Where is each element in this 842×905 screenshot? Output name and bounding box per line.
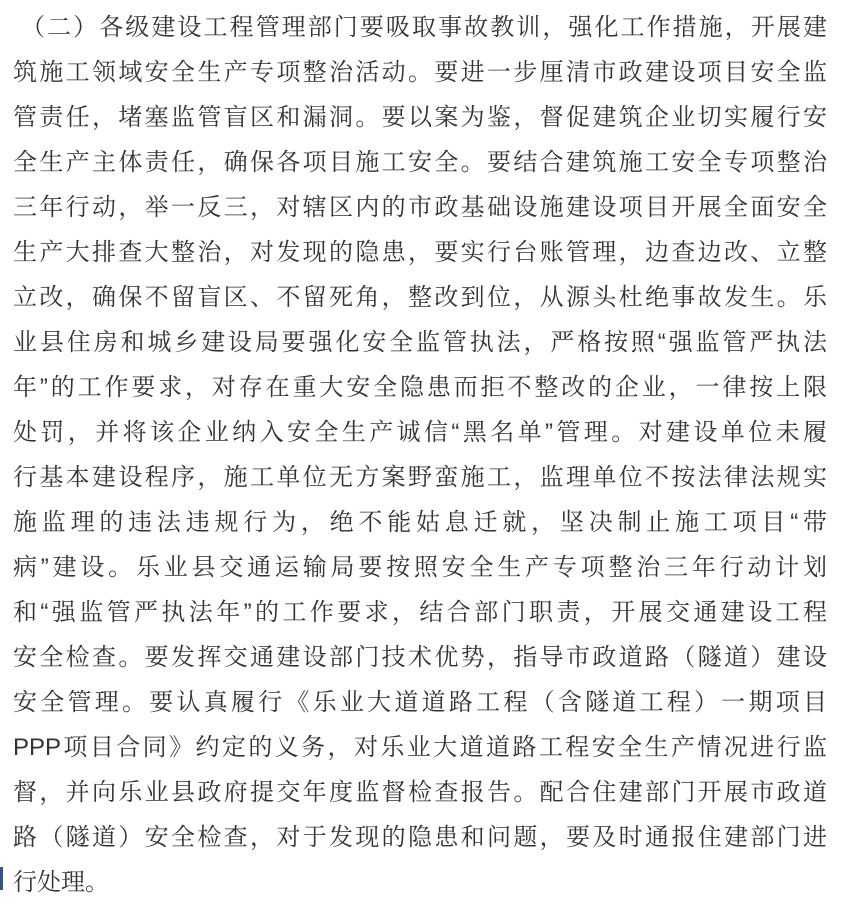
paragraph-line: PPP项目合同》约定的义务，对乐业大道道路工程安全生产情况进行监 [13,734,827,761]
paragraph-line: 督，并向乐业县政府提交年度监督检查报告。配合住建部门开展市政道 [13,779,827,806]
paragraph-line: （二）各级建设工程管理部门要吸取事故教训，强化工作措施，开展建 [21,14,827,41]
paragraph-line: 业县住房和城乡建设局要强化安全监管执法，严格按照“强监管严执法 [13,329,827,356]
paragraph-line: 行处理。 [13,869,109,896]
paragraph-line: 和“强监管严执法年”的工作要求，结合部门职责，开展交通建设工程 [13,599,827,626]
left-edge-artifact [0,867,3,890]
paragraph-line: 筑施工领域安全生产专项整治活动。要进一步厘清市政建设项目安全监 [13,59,827,86]
paragraph-line: 病”建设。乐业县交通运输局要按照安全生产专项整治三年行动计划 [13,554,827,581]
paragraph-line: 全生产主体责任，确保各项目施工安全。要结合建筑施工安全专项整治 [13,149,827,176]
paragraph-line: 处罚，并将该企业纳入安全生产诚信“黑名单”管理。对建设单位未履 [13,419,827,446]
paragraph-line: 管责任，堵塞监管盲区和漏洞。要以案为鉴，督促建筑企业切实履行安 [13,104,827,131]
paragraph-line: 生产大排查大整治，对发现的隐患，要实行台账管理，边查边改、立整 [13,239,827,266]
paragraph-line: 年”的工作要求，对存在重大安全隐患而拒不整改的企业，一律按上限 [13,374,827,401]
paragraph-line: 路（隧道）安全检查，对于发现的隐患和问题，要及时通报住建部门进 [13,824,827,851]
paragraph-line: 三年行动，举一反三，对辖区内的市政基础设施建设项目开展全面安全 [13,194,827,221]
paragraph-line: 安全管理。要认真履行《乐业大道道路工程（含隧道工程）一期项目 [13,689,827,716]
paragraph-line: 立改，确保不留盲区、不留死角，整改到位，从源头杜绝事故发生。乐 [13,284,827,311]
paragraph-line: 施监理的违法违规行为，绝不能姑息迁就，坚决制止施工项目“带 [13,509,827,536]
paragraph-line: 安全检查。要发挥交通建设部门技术优势，指导市政道路（隧道）建设 [13,644,827,671]
paragraph-line: 行基本建设程序，施工单位无方案野蛮施工，监理单位不按法律法规实 [13,464,827,491]
